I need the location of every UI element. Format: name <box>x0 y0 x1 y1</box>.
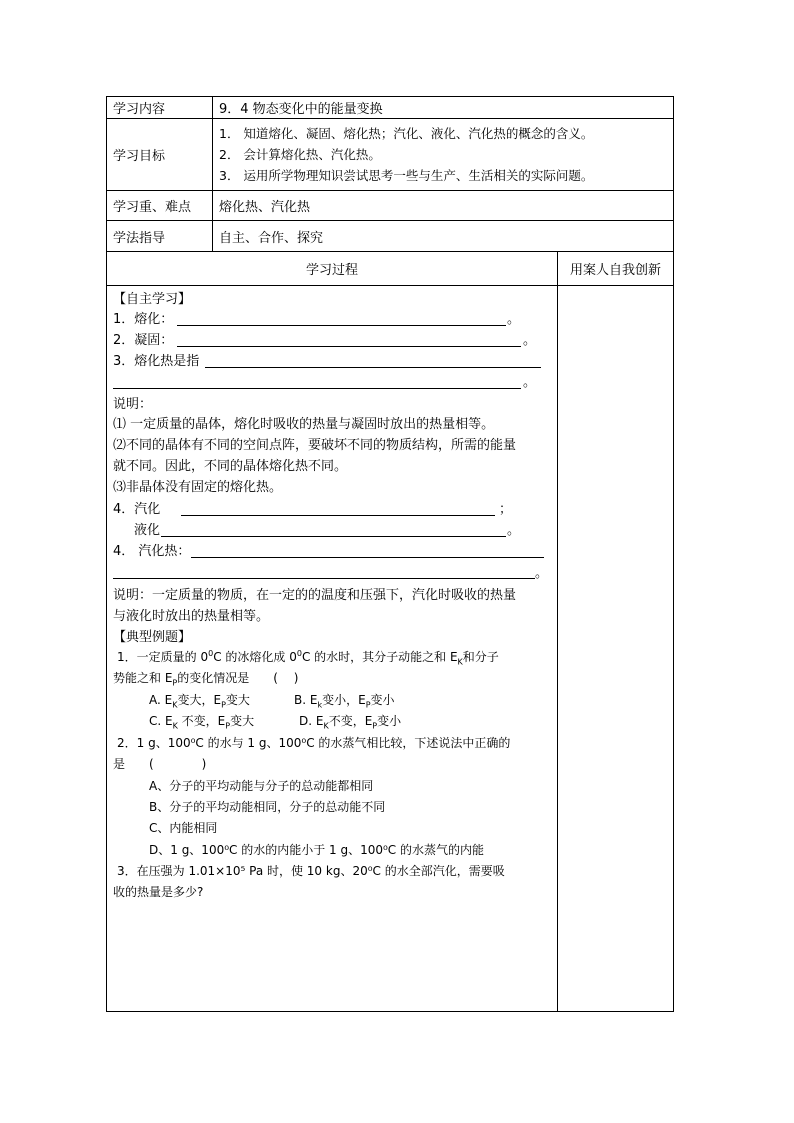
q2-blank[interactable] <box>177 346 521 347</box>
note-1: ⑴ 一定质量的晶体，熔化时吸收的热量与凝固时放出的热量相等。 <box>113 417 495 432</box>
example2-option-b: B、分子的平均动能相同，分子的总动能不同 <box>149 800 386 814</box>
example1-option-b: B. $E_k$变小，$E_P$变小 <box>294 693 395 710</box>
note-3: ⑶非晶体没有固定的熔化热。 <box>113 480 283 495</box>
goals-label: 学习目标 <box>107 119 213 190</box>
goals-list <box>219 123 593 186</box>
content-label: 学习内容 <box>107 97 213 118</box>
row-header <box>107 252 673 286</box>
row-key-points <box>107 191 673 221</box>
note-2b: 就不同。因此，不同的晶体熔化热不同。 <box>113 459 348 474</box>
note-title: 说明： <box>113 397 153 412</box>
example3-line2: 收的热量是多少? <box>113 885 204 899</box>
method-label: 学法指导 <box>107 221 213 251</box>
q4b-blank[interactable] <box>161 536 506 537</box>
goal-item: 1． 知道熔化、凝固、熔化热；汽化、液化、汽化热的概念的含义。 <box>219 126 594 141</box>
q2-end: 。 <box>523 333 537 348</box>
q5-blank-2[interactable] <box>113 578 535 579</box>
q3-blank-2[interactable] <box>113 388 521 389</box>
note-b1: 说明：一定质量的物质，在一定的的温度和压强下，汽化时吸收的热量 <box>113 588 517 603</box>
q4a-end: ； <box>499 502 513 517</box>
q2-label: 2．凝固： <box>113 333 174 348</box>
example2-line1: 2．1 g、100⁰C 的水与 1 g、100⁰C 的水蒸气相比较，下述说法中正确的 <box>117 736 511 750</box>
example1-option-c: C. $E_K$ 不变，$E_P$变大 <box>149 714 255 731</box>
notes-cell[interactable] <box>558 286 673 1011</box>
content-value: 9．4 物态变化中的能量变换 <box>219 102 383 117</box>
note-2a: ⑵不同的晶体有不同的空间点阵，要破坏不同的物质结构，所需的能量 <box>113 438 517 453</box>
self-study-heading: 【自主学习】 <box>113 292 192 307</box>
row-content <box>107 97 673 119</box>
example1-option-d: D. $E_K$不变，$E_P$变小 <box>299 714 402 731</box>
method-value: 自主、合作、探究 <box>219 230 324 246</box>
q5-end: 。 <box>535 566 549 581</box>
q4a-blank[interactable] <box>181 515 495 516</box>
example1-line1: 1．一定质量的 $0^0C$ 的冰熔化成 $0^0C$ 的水时，其分子动能之和 $E_K$和分子 <box>117 649 499 667</box>
q3-end: 。 <box>523 375 537 390</box>
q5-label: 4． 汽化热： <box>113 544 191 559</box>
example1-option-a: A. $E_K$变大，$E_P$变大 <box>149 693 250 710</box>
example2-option-c: C、内能相同 <box>149 821 218 835</box>
goal-item: 3． 运用所学物理知识尝试思考一些与生产、生活相关的实际问题。 <box>219 168 594 183</box>
example3-line1: 3．在压强为 1.01×10⁵ Pa 时，使 10 kg、20⁰C 的水全部汽化，需要吸 <box>117 864 505 878</box>
row-method <box>107 221 673 252</box>
notes-header: 用案人自我创新 <box>569 263 661 278</box>
note-b2: 与液化时放出的热量相等。 <box>113 609 270 624</box>
process-header: 学习过程 <box>107 252 558 285</box>
lesson-plan-table <box>106 96 674 1012</box>
example2-option-d: D、1 g、100⁰C 的水的内能小于 1 g、100⁰C 的水蒸气的内能 <box>149 843 485 857</box>
key-value: 熔化热、汽化热 <box>219 200 311 215</box>
examples-heading: 【典型例题】 <box>113 630 192 645</box>
q4b-label: 液化 <box>134 523 161 538</box>
q1-end: 。 <box>507 312 521 327</box>
q5-blank-1[interactable] <box>191 557 544 558</box>
q4a-label: 4．汽化 <box>113 502 161 517</box>
q1-blank[interactable] <box>177 325 506 326</box>
key-label: 学习重、难点 <box>107 191 213 220</box>
q4b-end: 。 <box>507 523 521 538</box>
example2-line2: 是 ( ) <box>113 757 207 771</box>
example2-option-a: A、分子的平均动能与分子的总动能都相同 <box>149 779 374 793</box>
row-goals <box>107 119 673 191</box>
q1-label: 1．熔化： <box>113 312 174 327</box>
example1-line2: 势能之和 $E_P$的变化情况是 ( ) <box>113 671 299 688</box>
goal-item: 2． 会计算熔化热、汽化热。 <box>219 147 381 162</box>
q3-blank-1[interactable] <box>205 367 541 368</box>
process-cell <box>107 286 558 1011</box>
q3-label: 3．熔化热是指 <box>113 354 200 369</box>
